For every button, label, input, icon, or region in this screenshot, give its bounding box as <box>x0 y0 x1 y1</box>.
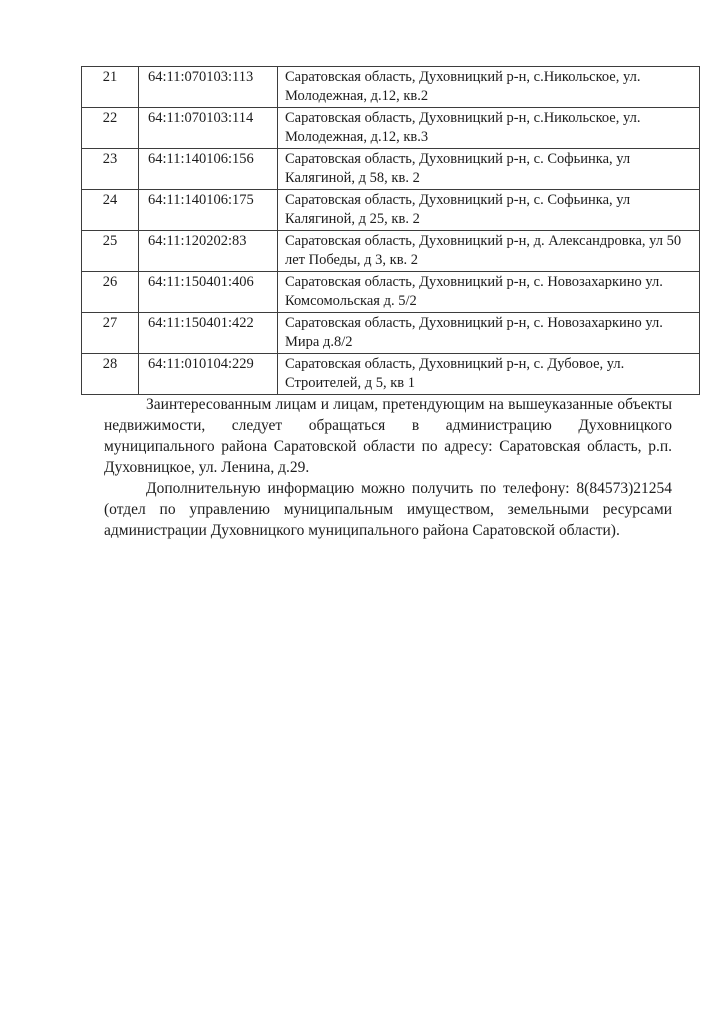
row-number-cell: 21 <box>82 67 139 108</box>
row-number-cell: 27 <box>82 313 139 354</box>
contact-address-paragraph: Заинтересованным лицам и лицам, претендующим на вышеуказанные объекты недвижимости, следует обращаться в администрацию Духовницкого муниципального района Саратовской области по адресу: Саратовская область, р.п. Духовницкое, ул. Ленина, д.29. <box>104 396 672 476</box>
table-row <box>82 190 700 231</box>
property-table <box>81 66 700 395</box>
address-cell: Саратовская область, Духовницкий р-н, с. Софьинка, ул Калягиной, д 25, кв. 2 <box>278 190 700 231</box>
table-row <box>82 231 700 272</box>
cadastral-number-cell: 64:11:070103:114 <box>139 108 278 149</box>
table-row <box>82 272 700 313</box>
address-cell: Саратовская область, Духовницкий р-н, д. Александровка, ул 50 лет Победы, д 3, кв. 2 <box>278 231 700 272</box>
row-number-cell: 22 <box>82 108 139 149</box>
table-row <box>82 67 700 108</box>
cadastral-number-cell: 64:11:150401:406 <box>139 272 278 313</box>
address-cell: Саратовская область, Духовницкий р-н, с. Новозахаркино ул. Мира д.8/2 <box>278 313 700 354</box>
row-number-cell: 23 <box>82 149 139 190</box>
row-number-cell: 25 <box>82 231 139 272</box>
row-number-cell: 24 <box>82 190 139 231</box>
address-cell: Саратовская область, Духовницкий р-н, с. Новозахаркино ул. Комсомольская д. 5/2 <box>278 272 700 313</box>
row-number-cell: 26 <box>82 272 139 313</box>
cadastral-number-cell: 64:11:140106:175 <box>139 190 278 231</box>
address-cell: Саратовская область, Духовницкий р-н, с. Дубовое, ул. Строителей, д 5, кв 1 <box>278 354 700 395</box>
cadastral-number-cell: 64:11:140106:156 <box>139 149 278 190</box>
additional-info-paragraph: Дополнительную информацию можно получить по телефону: 8(84573)21254 (отдел по управлению муниципальным имуществом, земельными ресурсами администрации Духовницкого муниципального района Саратовской области). <box>104 480 672 539</box>
cadastral-number-cell: 64:11:010104:229 <box>139 354 278 395</box>
cadastral-number-cell: 64:11:150401:422 <box>139 313 278 354</box>
cadastral-number-cell: 64:11:070103:113 <box>139 67 278 108</box>
table-row <box>82 313 700 354</box>
table-row <box>82 354 700 395</box>
body-text <box>104 394 672 541</box>
address-cell: Саратовская область, Духовницкий р-н, с. Софьинка, ул Калягиной, д 58, кв. 2 <box>278 149 700 190</box>
table-row <box>82 108 700 149</box>
table-row <box>82 149 700 190</box>
address-cell: Саратовская область, Духовницкий р-н, с.Никольское, ул. Молодежная, д.12, кв.2 <box>278 67 700 108</box>
row-number-cell: 28 <box>82 354 139 395</box>
cadastral-number-cell: 64:11:120202:83 <box>139 231 278 272</box>
address-cell: Саратовская область, Духовницкий р-н, с.Никольское, ул. Молодежная, д.12, кв.3 <box>278 108 700 149</box>
